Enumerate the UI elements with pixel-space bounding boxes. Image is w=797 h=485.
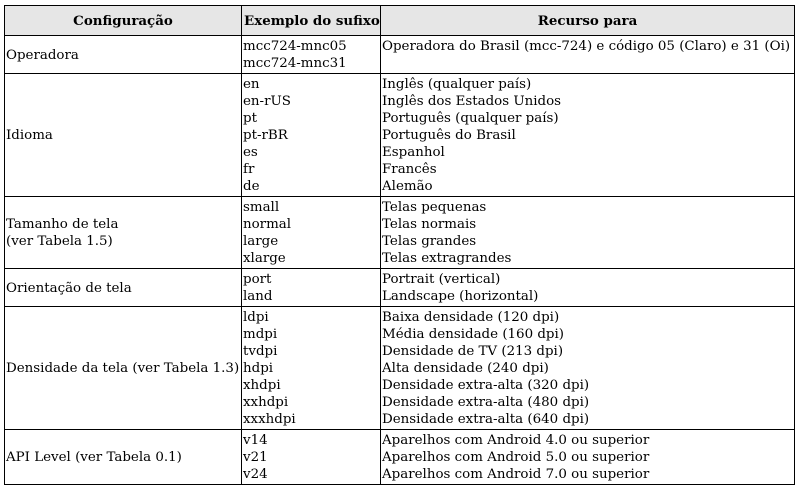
suffix-example: pt-rBR [243,128,288,143]
table-row [5,36,795,74]
resource-description: Espanhol [382,145,445,160]
config-label: (ver Tabela 1.5) [6,234,113,249]
config-cell [5,307,242,430]
suffix-example: de [243,179,260,194]
resource-cell [381,36,795,74]
config-label: Operadora [6,47,79,63]
resource-description: Baixa densidade (120 dpi) [382,310,560,325]
resource-description: Densidade extra-alta (320 dpi) [382,378,590,393]
suffix-example: port [243,272,272,287]
config-cell [5,74,242,197]
suffix-example: v21 [243,450,268,465]
suffix-example: hdpi [243,361,274,376]
suffix-example: v14 [243,433,268,448]
resource-description: Aparelhos com Android 4.0 ou superior [382,433,650,448]
resource-cell [381,430,795,485]
suffix-cell [242,36,381,74]
table-row [5,430,795,485]
header-row [5,6,795,36]
resource-cell [381,269,795,307]
suffix-example: es [243,145,258,160]
suffix-example: mcc724-mnc05 [243,39,347,54]
suffix-cell [242,307,381,430]
resource-description: Alemão [382,179,433,194]
table-row [5,74,795,197]
resource-description: Alta densidade (240 dpi) [382,361,549,376]
resource-cell [381,74,795,197]
suffix-example: fr [243,162,255,177]
resource-description: Aparelhos com Android 7.0 ou superior [382,467,650,482]
header-exemplo-sufixo: Exemplo do sufixo [242,6,381,36]
table-body [5,36,795,485]
suffix-example: en-rUS [243,94,291,109]
resource-description: Telas extragrandes [382,251,512,266]
suffix-cell [242,74,381,197]
resource-description: Telas normais [382,217,477,232]
resource-qualifier-table [4,5,795,485]
resource-description: Landscape (horizontal) [382,289,539,304]
config-label: Tamanho de tela [6,217,119,232]
resource-description: Telas grandes [382,234,477,249]
resource-description: Francês [382,162,437,177]
resource-description: Inglês (qualquer país) [382,77,532,92]
resource-description: Densidade extra-alta (640 dpi) [382,412,590,427]
config-label: Densidade da tela (ver Tabela 1.3) [6,361,240,376]
suffix-cell [242,197,381,269]
table-row [5,197,795,269]
resource-cell [381,197,795,269]
suffix-example: xxhdpi [243,395,289,410]
resource-description: Operadora do Brasil (mcc-724) e código 05 (Claro) e 31 (Oi) [382,39,791,54]
config-label: Idioma [6,128,53,143]
suffix-example: mcc724-mnc31 [243,56,347,71]
config-label: API Level (ver Tabela 0.1) [6,450,182,465]
config-cell [5,430,242,485]
resource-description: Portrait (vertical) [382,272,501,287]
suffix-example: xlarge [243,251,286,266]
suffix-example: mdpi [243,327,278,342]
suffix-example: ldpi [243,310,269,325]
suffix-example: normal [243,217,292,232]
resource-description: Densidade de TV (213 dpi) [382,344,564,359]
header-recurso-para: Recurso para [381,6,795,36]
resource-description: Média densidade (160 dpi) [382,327,565,342]
suffix-example: v24 [243,467,268,482]
suffix-cell [242,269,381,307]
suffix-example: land [243,289,273,304]
suffix-example: en [243,77,260,92]
suffix-cell [242,430,381,485]
suffix-example: large [243,234,279,249]
config-cell [5,269,242,307]
table-row [5,307,795,430]
resource-cell [381,307,795,430]
config-cell [5,197,242,269]
resource-description: Inglês dos Estados Unidos [382,94,562,109]
config-label: Orientação de tela [6,280,132,296]
suffix-example: small [243,200,280,215]
table-row [5,269,795,307]
suffix-example: xxxhdpi [243,412,296,427]
resource-description: Português (qualquer país) [382,111,559,126]
suffix-example: tvdpi [243,344,278,359]
resource-description: Português do Brasil [382,128,516,143]
resource-description: Densidade extra-alta (480 dpi) [382,395,590,410]
header-configuracao: Configuração [5,6,242,36]
config-cell [5,36,242,74]
suffix-example: xhdpi [243,378,281,393]
suffix-example: pt [243,111,257,126]
resource-description: Aparelhos com Android 5.0 ou superior [382,450,650,465]
resource-description: Telas pequenas [382,200,487,215]
